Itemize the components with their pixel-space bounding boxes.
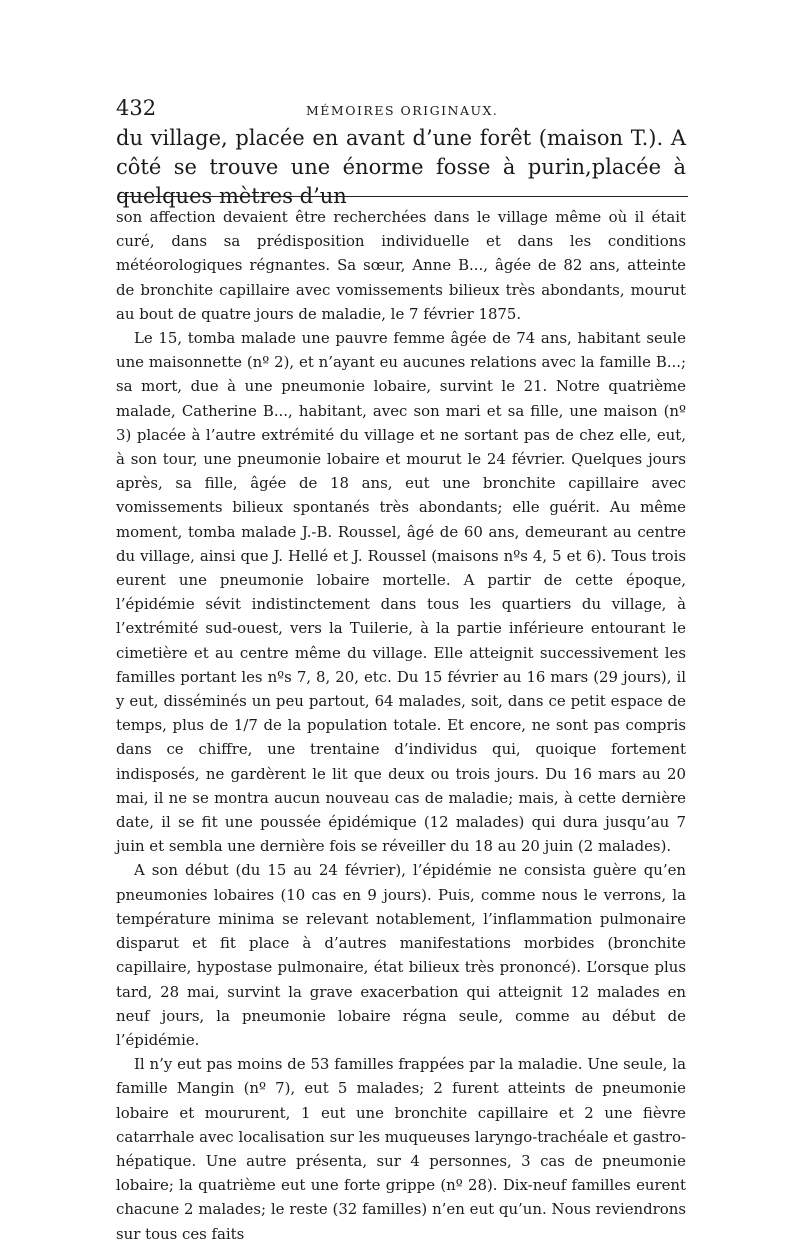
page-number: 432 <box>116 96 157 120</box>
page-header <box>116 96 686 122</box>
body-text <box>116 205 686 1246</box>
running-title: MÉMOIRES ORIGINAUX. <box>306 103 499 118</box>
lead-text-block <box>116 124 686 211</box>
lead-paragraph: du village, placée en avant d’une forêt (maison T.). A côté se trouve une énorme fosse à purin,placée à quelques mètres d’un <box>116 126 686 208</box>
paragraph-2: Le 15, tomba malade une pauvre femme âgée de 74 ans, habitant seule une maisonnette (nº 2), et n’ayant eu aucunes relations avec la famille B...; sa mort, due à une pneumonie lobaire, survint le 21. Notre quatrième malade, Catherine B..., habitant, avec son mari et sa fille, une maison (nº 3) placée à l’autre extrémité du village et ne sortant pas de chez elle, eut, à son tour, une pneumonie lobaire et mourut le 24 février. Quelques jours après, sa fille, âgée de 18 ans, eut une bronchite capillaire avec vomissements bilieux spontanés très abondants; elle guérit. Au même moment, tomba malade J.-B. Roussel, âgé de 60 ans, demeurant au centre du village, ainsi que J. Hellé et J. Roussel (maisons nºs 4, 5 et 6). Tous trois eurent une pneumonie lobaire mortelle. A partir de cette époque, l’épidémie sévit indistinctement dans tous les quartiers du village, à l’extrémité sud-ouest, vers la Tuilerie, à la partie inférieure entourant le cimetière et au centre même du village. Elle atteignit successivement les familles portant les nºs 7, 8, 20, etc. Du 15 février au 16 mars (29 jours), il y eut, disséminés un peu partout, 64 malades, soit, dans ce petit espace de temps, plus de 1/7 de la population totale. Et encore, ne sont pas compris dans ce chiffre, une trentaine d’individus qui, quoique fortement indisposés, ne gardèrent le lit que deux ou trois jours. Du 16 mars au 20 mai, il ne se montra aucun nouveau cas de maladie; mais, à cette dernière date, il se fit une poussée épidémique (12 malades) qui dura jusqu’au 7 juin et sembla une dernière fois se réveiller du 18 au 20 juin (2 malades). <box>116 329 686 856</box>
paragraph-3: A son début (du 15 au 24 février), l’épidémie ne consista guère qu’en pneumonies lobaires (10 cas en 9 jours). Puis, comme nous le verrons, la température minima se relevant notablement, l’inflammation pulmonaire disparut et fit place à d’autres manifestations morbides (bronchite capillaire, hypostase pulmonaire, état bilieux très prononcé). L’orsque plus tard, 28 mai, survint la grave exacerbation qui atteignit 12 malades en neuf jours, la pneumonie lobaire régna seule, comme au début de l’épidémie. <box>116 861 686 1049</box>
paragraph-1: son affection devaient être recherchées dans le village même où il était curé, dans sa prédisposition individuelle et dans les conditions météorologiques régnantes. Sa sœur, Anne B..., âgée de 82 ans, atteinte de bronchite capillaire avec vomissements bilieux très abondants, mourut au bout de quatre jours de maladie, le 7 février 1875. <box>116 208 686 323</box>
footnote-separator-rule <box>118 196 688 197</box>
paragraph-4: Il n’y eut pas moins de 53 familles frappées par la maladie. Une seule, la famille Mangin (nº 7), eut 5 malades; 2 furent atteints de pneumonie lobaire et moururent, 1 eut une bronchite capillaire et 2 une fièvre catarrhale avec localisation sur les muqueuses laryngo-trachéale et gastro-hépatique. Une autre présenta, sur 4 personnes, 3 cas de pneumonie lobaire; la quatrième eut une forte grippe (nº 28). Dix-neuf familles eurent chacune 2 malades; le reste (32 familles) n’en eut qu’un. Nous reviendrons sur tous ces faits <box>116 1055 686 1243</box>
